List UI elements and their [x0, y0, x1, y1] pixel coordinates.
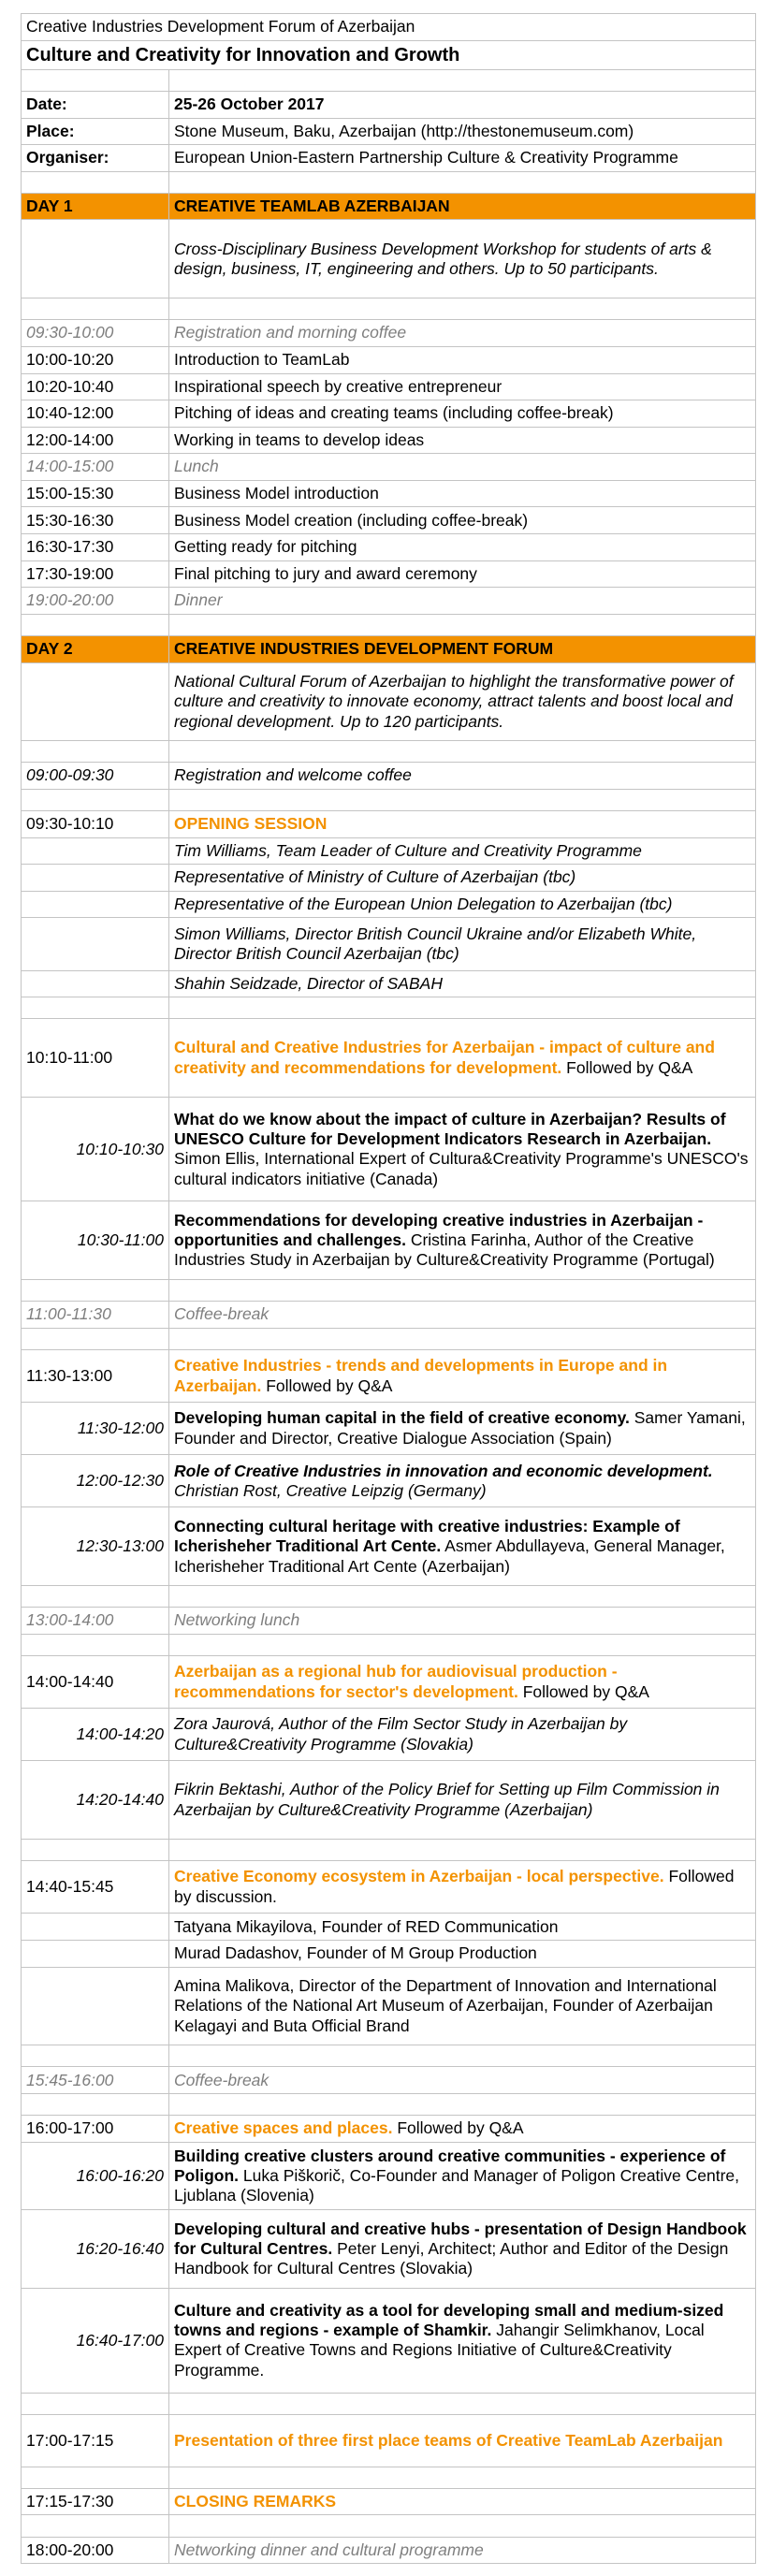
- talk-row: [21, 1201, 756, 1280]
- schedule-row: [21, 454, 756, 481]
- info-value: 25-26 October 2017: [174, 95, 325, 114]
- time-slot: 10:00-10:20: [22, 347, 169, 373]
- info-row-place: [21, 119, 756, 146]
- session-title: Cultural and Creative Industries for Azerbaijan - impact of culture and creativity and recommendations for development.: [174, 1038, 715, 1077]
- time-slot: 15:45-16:00: [22, 2067, 169, 2093]
- time-slot: 11:30-13:00: [22, 1350, 169, 1402]
- talk-row: [21, 1455, 756, 1507]
- schedule-row: [21, 2067, 756, 2094]
- talk-row: [21, 1761, 756, 1840]
- talk-row: [21, 1709, 756, 1761]
- talk-row: [21, 2143, 756, 2211]
- talk-speaker: Christian Rost, Creative Leipzig (Germany): [174, 1480, 487, 1500]
- time-slot: 16:00-16:20: [22, 2143, 169, 2210]
- speaker: Simon Williams, Director British Council Ukraine and/or Elizabeth White, Director British Council Azerbaijan (tbc): [174, 924, 697, 963]
- time-slot: 17:00-17:15: [22, 2415, 169, 2467]
- session-row: [21, 2116, 756, 2143]
- time-slot: 10:10-11:00: [22, 1019, 169, 1097]
- schedule-row: [21, 1302, 756, 1329]
- talk-row: [21, 2210, 756, 2289]
- schedule-item: Dinner: [174, 590, 223, 610]
- speaker-row: [21, 1941, 756, 1968]
- time-slot: 17:30-19:00: [22, 561, 169, 588]
- time-slot: 15:30-16:30: [22, 507, 169, 533]
- day-label: DAY 2: [22, 636, 169, 662]
- day-description: National Cultural Forum of Azerbaijan to highlight the transformative power of culture and creativity to innovate economy, attract talents and boost local and regional development. Up to 120 participants.: [174, 671, 734, 731]
- session-tail: Followed by Q&A: [517, 1681, 649, 1701]
- speaker-row: [21, 1968, 756, 2046]
- time-slot: 16:20-16:40: [22, 2210, 169, 2288]
- schedule-item: Coffee-break: [174, 2070, 269, 2089]
- time-slot: 16:30-17:30: [22, 534, 169, 560]
- speaker: Representative of Ministry of Culture of Azerbaijan (tbc): [174, 867, 576, 887]
- opening-session-row: [21, 811, 756, 838]
- speaker: Shahin Seidzade, Director of SABAH: [174, 973, 443, 993]
- schedule-item: Working in teams to develop ideas: [174, 429, 425, 449]
- talk-title: Building creative clusters around creative communities - experience of Poligon.: [174, 2146, 726, 2185]
- speaker-row: [21, 838, 756, 866]
- talk-speaker: Samer Yamani, Founder and Director, Creative Dialogue Association (Spain): [174, 1408, 746, 1448]
- time-slot: 10:10-10:30: [22, 1098, 169, 1201]
- speaker-row: [21, 1914, 756, 1941]
- day-1-description: [21, 220, 756, 298]
- speaker-row: [21, 918, 756, 970]
- talk-title: Connecting cultural heritage with creative industries: Example of Icherisheher Traditional Art Cente.: [174, 1516, 680, 1556]
- session-row: [21, 1350, 756, 1403]
- info-label: Date:: [22, 92, 169, 118]
- day-1-header: [21, 194, 756, 221]
- schedule-row: [21, 561, 756, 589]
- schedule-row: [21, 2415, 756, 2467]
- talk-title: Role of Creative Industries in innovation and economic development.: [174, 1461, 713, 1480]
- time-slot: 14:00-14:20: [22, 1709, 169, 1760]
- schedule-row: [21, 507, 756, 534]
- time-slot: 09:30-10:10: [22, 811, 169, 837]
- time-slot: 09:30-10:00: [22, 320, 169, 346]
- schedule-item: Introduction to TeamLab: [174, 350, 350, 370]
- time-slot: 11:00-11:30: [22, 1302, 169, 1328]
- session-row: [21, 1861, 756, 1914]
- schedule-row: [21, 1608, 756, 1635]
- day-title: CREATIVE TEAMLAB AZERBAIJAN: [169, 194, 755, 220]
- info-label: Organiser:: [22, 145, 169, 171]
- time-slot: 09:00-09:30: [22, 763, 169, 789]
- time-slot: 12:00-12:30: [22, 1455, 169, 1506]
- talk-title: Recommendations for developing creative industries in Azerbaijan - opportunities and challenges.: [174, 1210, 704, 1250]
- time-slot: 10:30-11:00: [22, 1201, 169, 1279]
- time-slot: 14:20-14:40: [22, 1761, 169, 1839]
- schedule-row: [21, 400, 756, 428]
- schedule-item: Final pitching to jury and award ceremony: [174, 563, 477, 583]
- schedule-item: Registration and morning coffee: [174, 323, 407, 342]
- info-row-date: [21, 92, 756, 119]
- time-slot: 14:40-15:45: [22, 1861, 169, 1913]
- talk-title: Culture and creativity as a tool for developing small and medium-sized towns and regions - example of Shamkir.: [174, 2300, 724, 2340]
- time-slot: 17:15-17:30: [22, 2489, 169, 2515]
- page-title: Culture and Creativity for Innovation and Growth: [26, 44, 460, 65]
- time-slot: 13:00-14:00: [22, 1608, 169, 1634]
- info-value: European Union-Eastern Partnership Culture & Creativity Programme: [174, 148, 678, 167]
- talk-speaker: Zora Jaurová, Author of the Film Sector Study in Azerbaijan by Culture&Creativity Programme (Slovakia): [174, 1714, 628, 1754]
- session-title: Creative spaces and places.: [174, 2118, 393, 2138]
- session-title: Creative Economy ecosystem in Azerbaijan - local perspective.: [174, 1867, 664, 1886]
- info-row-organiser: [21, 145, 756, 172]
- schedule-row: [21, 588, 756, 615]
- speaker: Tim Williams, Team Leader of Culture and Creativity Programme: [174, 840, 642, 860]
- forum-name-row: [21, 13, 756, 41]
- day-description: Cross-Disciplinary Business Development Workshop for students of arts & design, business, IT, engineering and others. Up to 50 participants.: [174, 239, 712, 278]
- talk-speaker: Fikrin Bektashi, Author of the Policy Brief for Setting up Film Commission in Azerbaijan by Culture&Creativity Programme (Azerbaijan): [174, 1780, 720, 1819]
- info-label: Place:: [22, 119, 169, 145]
- schedule-item: Networking lunch: [174, 1610, 300, 1630]
- session-tail: Followed by Q&A: [392, 2118, 524, 2138]
- schedule-item: Inspirational speech by creative entrepreneur: [174, 376, 503, 396]
- forum-name: Creative Industries Development Forum of Azerbaijan: [26, 17, 415, 36]
- title-row: [21, 41, 756, 70]
- schedule-item: Coffee-break: [174, 1304, 269, 1324]
- talk-speaker: Asmer Abdullayeva, General Manager, Icherisheher Traditional Art Cente (Azerbaijan): [174, 1536, 725, 1576]
- day-2-description: [21, 663, 756, 742]
- session-title: Creative Industries - trends and developments in Europe and in Azerbaijan.: [174, 1356, 668, 1395]
- session-title: OPENING SESSION: [174, 814, 328, 834]
- speaker: Tatyana Mikayilova, Founder of RED Communication: [174, 1916, 559, 1936]
- talk-row: [21, 1098, 756, 1201]
- talk-title: What do we know about the impact of culture in Azerbaijan? Results of UNESCO Culture for Development Indicators Research in Azerbaijan.: [174, 1109, 726, 1148]
- talk-row: [21, 1507, 756, 1586]
- schedule-item: Registration and welcome coffee: [174, 765, 412, 785]
- schedule-row: [21, 320, 756, 347]
- talk-speaker: Peter Lenyi, Architect; Author and Editor of the Design Handbook for Cultural Centres (Slovakia): [174, 2239, 729, 2278]
- session-row: [21, 1656, 756, 1709]
- time-slot: 15:00-15:30: [22, 481, 169, 507]
- session-title: Azerbaijan as a regional hub for audiovisual production - recommendations for sector's development.: [174, 1662, 618, 1701]
- talk-title: Developing human capital in the field of creative economy.: [174, 1408, 630, 1428]
- speaker-row: [21, 892, 756, 919]
- day-2-header: [21, 636, 756, 663]
- talk-row: [21, 2289, 756, 2393]
- speaker-row: [21, 865, 756, 892]
- schedule-item: CLOSING REMARKS: [174, 2492, 337, 2511]
- talk-speaker: Luka Piškorič, Co-Founder and Manager of Poligon Creative Centre, Ljublana (Slovenia): [174, 2165, 740, 2205]
- time-slot: 16:40-17:00: [22, 2289, 169, 2392]
- time-slot: 10:20-10:40: [22, 374, 169, 400]
- day-title: CREATIVE INDUSTRIES DEVELOPMENT FORUM: [169, 636, 755, 662]
- schedule-row: [21, 347, 756, 374]
- speaker-row: [21, 971, 756, 998]
- time-slot: 19:00-20:00: [22, 588, 169, 614]
- time-slot: 18:00-20:00: [22, 2538, 169, 2564]
- speaker: Representative of the European Union Delegation to Azerbaijan (tbc): [174, 894, 673, 913]
- info-value: Stone Museum, Baku, Azerbaijan (http://thestonemuseum.com): [174, 121, 634, 140]
- session-tail: Followed by Q&A: [561, 1057, 693, 1077]
- talk-speaker: Simon Ellis, International Expert of Cultura&Creativity Programme's UNESCO's cultural indicators initiative (Canada): [174, 1149, 749, 1188]
- schedule-item: Presentation of three first place teams of Creative TeamLab Azerbaijan: [174, 2430, 723, 2450]
- schedule-row: [21, 428, 756, 455]
- talk-speaker: Jahangir Selimkhanov, Local Expert of Creative Towns and Regions Initiative of Culture&Creativity Programme.: [174, 2321, 705, 2380]
- time-slot: 14:00-14:40: [22, 1656, 169, 1708]
- time-slot: 12:00-14:00: [22, 428, 169, 454]
- day-label: DAY 1: [22, 194, 169, 220]
- schedule-item: Getting ready for pitching: [174, 537, 357, 557]
- schedule-row: [21, 374, 756, 401]
- talk-row: [21, 1403, 756, 1455]
- talk-speaker: Cristina Farinha, Author of the Creative Industries Study in Azerbaijan by Culture&Creativity Programme (Portugal): [174, 1230, 715, 1270]
- schedule-row: [21, 2489, 756, 2516]
- session-row: [21, 1019, 756, 1098]
- agenda-document: [21, 13, 756, 2564]
- schedule-item: Networking dinner and cultural programme: [174, 2540, 484, 2559]
- schedule-row: [21, 534, 756, 561]
- schedule-item: Business Model creation (including coffee-break): [174, 510, 529, 530]
- schedule-row: [21, 481, 756, 508]
- session-tail: Followed by discussion.: [174, 1867, 735, 1906]
- schedule-item: Lunch: [174, 457, 219, 476]
- schedule-item: Business Model introduction: [174, 484, 379, 502]
- time-slot: 10:40-12:00: [22, 400, 169, 427]
- talk-title: Developing cultural and creative hubs - presentation of Design Handbook for Cultural Centres.: [174, 2219, 747, 2259]
- schedule-row: [21, 2538, 756, 2565]
- schedule-item: Pitching of ideas and creating teams (including coffee-break): [174, 403, 614, 423]
- time-slot: 11:30-12:00: [22, 1403, 169, 1454]
- speaker: Murad Dadashov, Founder of M Group Production: [174, 1943, 537, 1963]
- speaker: Amina Malikova, Director of the Department of Innovation and International Relations of the National Art Museum of Azerbaijan, Founder of Azerbaijan Kelagayi and Buta Official Brand: [174, 1975, 717, 2035]
- schedule-row: [21, 763, 756, 790]
- time-slot: 14:00-15:00: [22, 454, 169, 480]
- time-slot: 16:00-17:00: [22, 2116, 169, 2142]
- session-tail: Followed by Q&A: [261, 1375, 393, 1395]
- time-slot: 12:30-13:00: [22, 1507, 169, 1585]
